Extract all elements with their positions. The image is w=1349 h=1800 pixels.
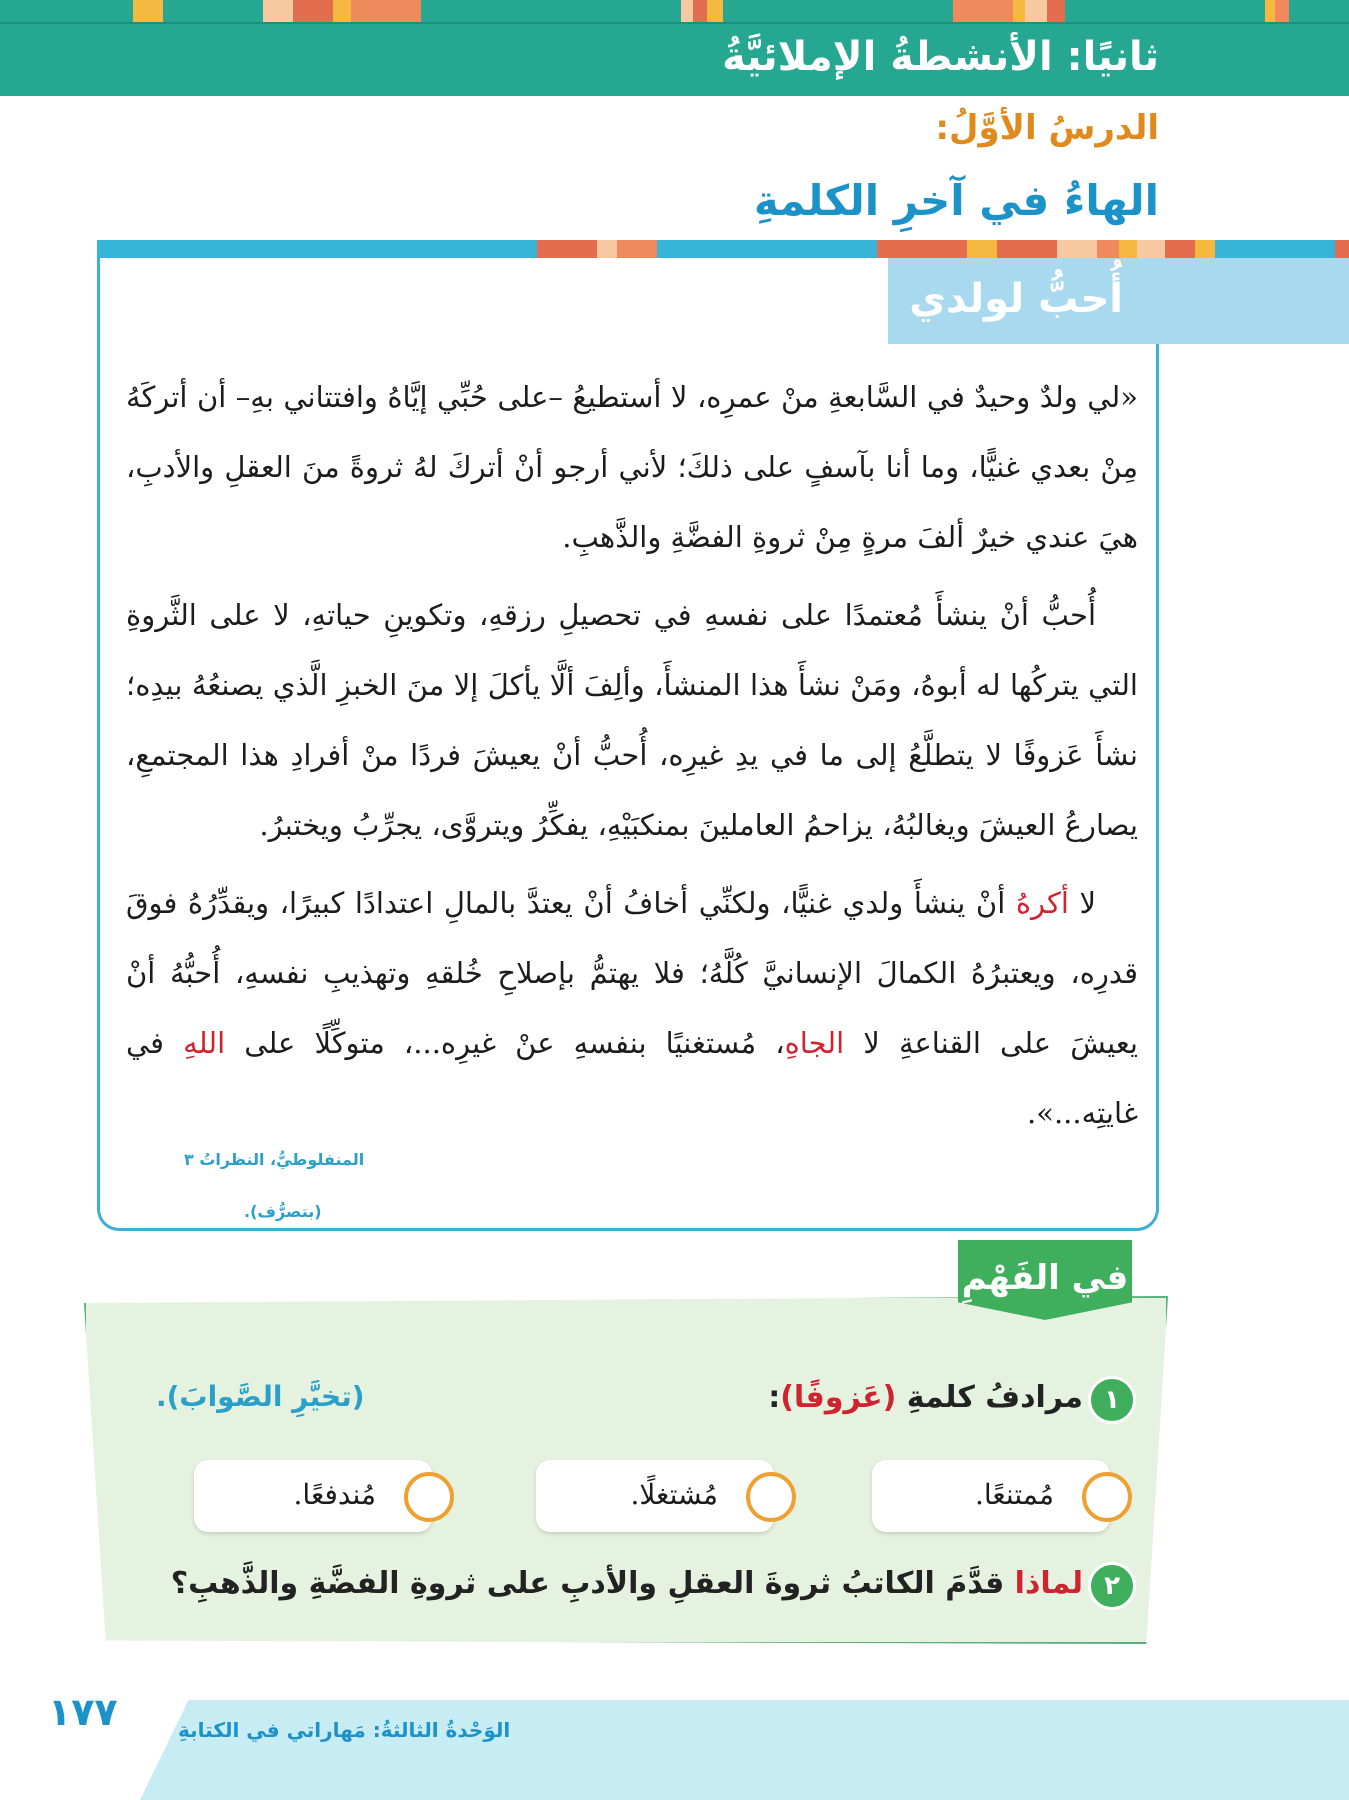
highlight-word-allah: اللهِ	[183, 1026, 226, 1060]
option-label: مُندفعًا.	[293, 1478, 376, 1511]
radio-circle-icon[interactable]	[404, 1472, 454, 1522]
page-number: ١٧٧	[48, 1690, 118, 1734]
passage-paragraph-2: أُحبُّ أنْ ينشأَ مُعتمدًا على نفسهِ في تحصيلِ رزقهِ، وتكوينِ حياتهِ، لا على الثَّروةِ التي يتركُها له أبوهُ، ومَنْ نشأَ هذا المنشأَ، وألِفَ ألَّا يأكلَ إلا منَ الخبزِ الَّذي يصنعُهُ بيدِه؛ نشأَ عَزوفًا لا يتطلَّعُ إلى ما في يدِ غيرِه، أُحبُّ أنْ يعيشَ فردًا منْ أفرادِ هذا المجتمعِ، يصارعُ العيشَ ويغالبُهُ، يزاحمُ العاملينَ بمنكبَيْهِ، يفكِّرُ ويتروَّى، يجرِّبُ ويختبرُ.	[126, 598, 1138, 842]
passage-text	[126, 362, 1138, 1156]
option-label: مُمتنعًا.	[974, 1478, 1054, 1511]
top-color-stripes	[0, 0, 1349, 22]
question-2-keyword: لماذا	[1014, 1566, 1083, 1601]
lesson-title: الهاءُ في آخرِ الكلمةِ	[753, 176, 1159, 225]
passage-paragraph-3: لا أكرهُ أنْ ينشأَ ولدي غنيًّا، ولكنِّي أخافُ أنْ يعتدَّ بالمالِ اعتدادًا كبيرًا، ويقدِّرُهُ فوقَ قدرِه، ويعتبرُهُ الكمالَ الإنسانيَّ كُلَّهُ؛ فلا يهتمُّ بإصلاحِ خُلقهِ وتهذيبِ نفسهِ، أُحبُّهُ أنْ يعيشَ على القناعةِ لا الجاهِ، مُستغنيًا بنفسهِ عنْ غيرِه...، متوكِّلًا على اللهِ في غايتِه...».	[126, 886, 1138, 1130]
question-1-text: مرادفُ كلمةِ (عَزوفًا):	[768, 1380, 1083, 1415]
radio-circle-icon[interactable]	[1082, 1472, 1132, 1522]
question-1-keyword: (عَزوفًا)	[780, 1380, 897, 1415]
question-1-number: ١	[1088, 1376, 1136, 1424]
option-label: مُشتغلًا.	[630, 1478, 718, 1511]
option-1[interactable]	[872, 1460, 1110, 1532]
source-author: المنفلوطيُّ، النظراتُ ٣	[184, 1150, 365, 1169]
passage-color-stripes	[97, 240, 1349, 260]
unit-title: الوَحْدةُ الثالثةُ: مَهاراتي في الكتابةِ	[178, 1718, 511, 1742]
question-instruction: (تخيَّرِ الصَّوابَ).	[156, 1380, 365, 1413]
option-2[interactable]	[536, 1460, 774, 1532]
lesson-label: الدرسُ الأوَّلُ:	[935, 108, 1159, 148]
question-2-number: ٢	[1088, 1562, 1136, 1610]
passage-paragraph-1: «لي ولدٌ وحيدٌ في السَّابعةِ منْ عمرِه، لا أستطيعُ –على حُبِّي إيَّاهُ وافتتاني بهِ– أن أتركَهُ مِنْ بعدي غنيًّا، وما أنا بآسفٍ على ذلكَ؛ لأني أرجو أنْ أتركَ لهُ ثروةً منَ العقلِ والأدبِ، هيَ عندي خيرٌ ألفَ مرةٍ مِنْ ثروةِ الفضَّةِ والذَّهبِ.	[126, 380, 1138, 554]
footer-band	[140, 1700, 1349, 1800]
highlight-word-aljah: الجاهِ	[784, 1026, 845, 1060]
question-2-text: لماذا قدَّمَ الكاتبُ ثروةَ العقلِ والأدبِ على ثروةِ الفضَّةِ والذَّهبِ؟	[170, 1566, 1083, 1601]
option-3[interactable]	[194, 1460, 432, 1532]
passage-title: أُحبُّ لولدي	[909, 276, 1123, 322]
radio-circle-icon[interactable]	[746, 1472, 796, 1522]
highlight-word-akrahu: أكرهُ	[1015, 886, 1069, 920]
source-note: (بتصرُّف).	[244, 1202, 322, 1221]
section-title: ثانيًا: الأنشطةُ الإملائيَّةُ	[722, 34, 1159, 80]
comprehension-title: في الفَهْمِ	[961, 1258, 1129, 1298]
